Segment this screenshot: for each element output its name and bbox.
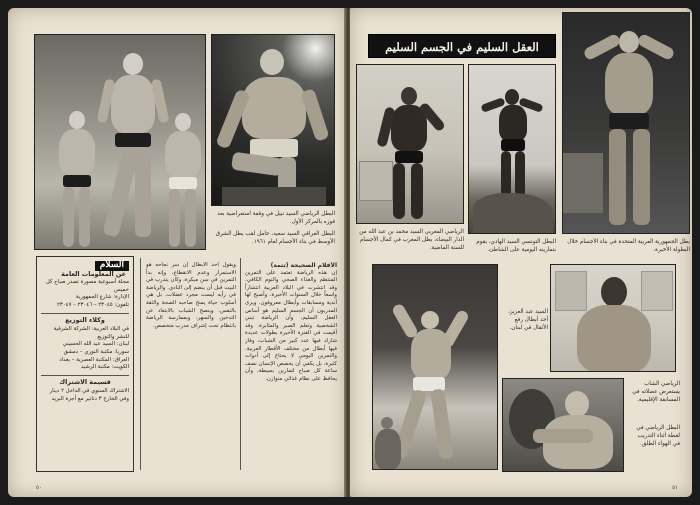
caption-right-photo-2: البطل التونسي السيد الهادي، يقوم بتمارينه اليومية على الشاطئ. [476,239,556,253]
article-banner-title: العقل السليم في الجسم السليم [368,34,556,58]
info-line: مجلة أسبوعية مصورة تصدر صباح كل خميس [45,279,129,293]
column-rule [240,258,241,470]
caption-left-photo-2: البطل الرياضي السيد نبيل في وقفة استعراضية بعد فوزه بالمركز الأول. [217,211,335,225]
caption-right-photo-6: البطل الرياضي في لقطة أثناء التدريب في الهواء الطلق. [636,425,680,447]
distributors-heading: وكلاء التوزيع [65,315,105,324]
photo-kneeling-bodybuilder [211,34,335,206]
info-line: سوريا: مكتبة النوري – دمشق [63,348,129,355]
left-page [8,8,346,497]
photo-bodybuilder-portrait [550,264,676,372]
info-line: الكويت: مكتبة الرشيد [80,364,129,371]
article-heading: الأفلام الصحيحة (تتمة) [270,262,337,269]
article-column-left [146,262,236,470]
right-page-number: ٥١ [672,485,678,491]
info-line: تلفون: ٢٣٠٤٥ – ٢٣٠٤٦ – ٢٣٠٤٧ [57,301,129,308]
article-text-part-1: إن هذه الرياضة تعتمد على التمرين المنتظم والغذاء الصحي والنوم الكافي، وقد انتشرت في البلاد العربية انتشاراً واسعاً خلال السنوات الأخيرة، وأصبح لها أندية ومسابقات وأبطال معروفون. ويرى المدربون أن الجسم السليم هو أساس العقل السليم، وأن الرياضة تبني الشخصية وتعلم الصبر والمثابرة. وقد أقيمت في الفترة الأخيرة بطولات عديدة شارك فيها عدد كبير من الشباب، وفاز فيها أبطال من مختلف الأقطار العربية. والتمرين اليومي لا يحتاج إلى أدوات كثيرة، بل يكفي أن يخصص الإنسان نصف ساعة كل صباح لتمارين بسيطة، وأن يحافظ على نظام غذائي متوازن. [245,269,337,382]
info-line: الاشتراك السنوي في الداخل ٢ دينار [49,388,129,395]
caption-left-photo-1: البطل العراقي السيد سعيد، حامل لقب بطل الشرق الأوسط في بناء الأجسام لعام ١٩٦١. [215,231,335,245]
info-line: في البلاد العربية: الشركة الشرقية للنشر والتوزيع [53,326,129,340]
info-box-title: عن المعلومات العامة [61,269,126,278]
left-page-number: ٥٠ [36,485,42,491]
caption-right-photo-4: السيد عبد العزيز، أحد أبطال رفع الأثقال في لبنان. [508,309,548,331]
article-column-right [245,262,337,470]
photo-group-bodybuilders [34,34,206,250]
right-page [350,8,692,497]
photo-bodybuilder-rocks [468,64,556,234]
caption-right-photo-3: بطل الجمهورية العربية المتحدة في بناء الأجسام خلال البطولة الأخيرة. [567,239,690,253]
photo-bodybuilder-pose-steps [372,264,498,470]
article-text-part-2: ويقول أحد الأبطال إن سر نجاحه هو الاستمرار وعدم الانقطاع، وإنه بدأ التمرين في سن مبكرة، وكان يتدرب في البيت قبل أن ينضم إلى النادي. والرياضة في رأيه ليست مجرد عضلات، بل هي أسلوب حياة يمنح صاحبه الصحة والثقة بالنفس. وينصح الشباب بالابتعاد عن التدخين والسهر، وبممارسة الرياضة بانتظام تحت إشراف مدرب متخصص. [146,262,236,329]
info-line: العراق: المكتبة العصرية – بغداد [59,356,129,363]
info-line: الإدارة: شارع الجمهورية [75,294,129,301]
info-line: لبنان: السيد عبد الله الحسيني [62,341,129,348]
photo-flexing-bodybuilder [562,12,690,234]
info-separator [41,375,129,376]
magazine-logo: السلام [95,261,129,271]
info-separator [41,313,129,314]
column-rule [140,258,141,470]
magazine-spread [8,8,692,497]
subscription-heading: قسيمة الاشتراك [59,377,111,386]
photo-bodybuilder-outdoors [502,378,624,472]
caption-right-photo-1: الرياضي المغربي السيد محمد بن عبد الله من الدار البيضاء، بطل المغرب في كمال الأجسام للسنة الماضية. [359,229,464,251]
info-line: وفي الخارج ٣ دنانير مع أجرة البريد [51,395,129,402]
caption-right-photo-5: الرياضي الشاب يستعرض عضلاته في المسابقة الإقليمية. [632,381,680,403]
publication-info-box [36,256,134,472]
photo-bodybuilder-beach [356,64,464,224]
